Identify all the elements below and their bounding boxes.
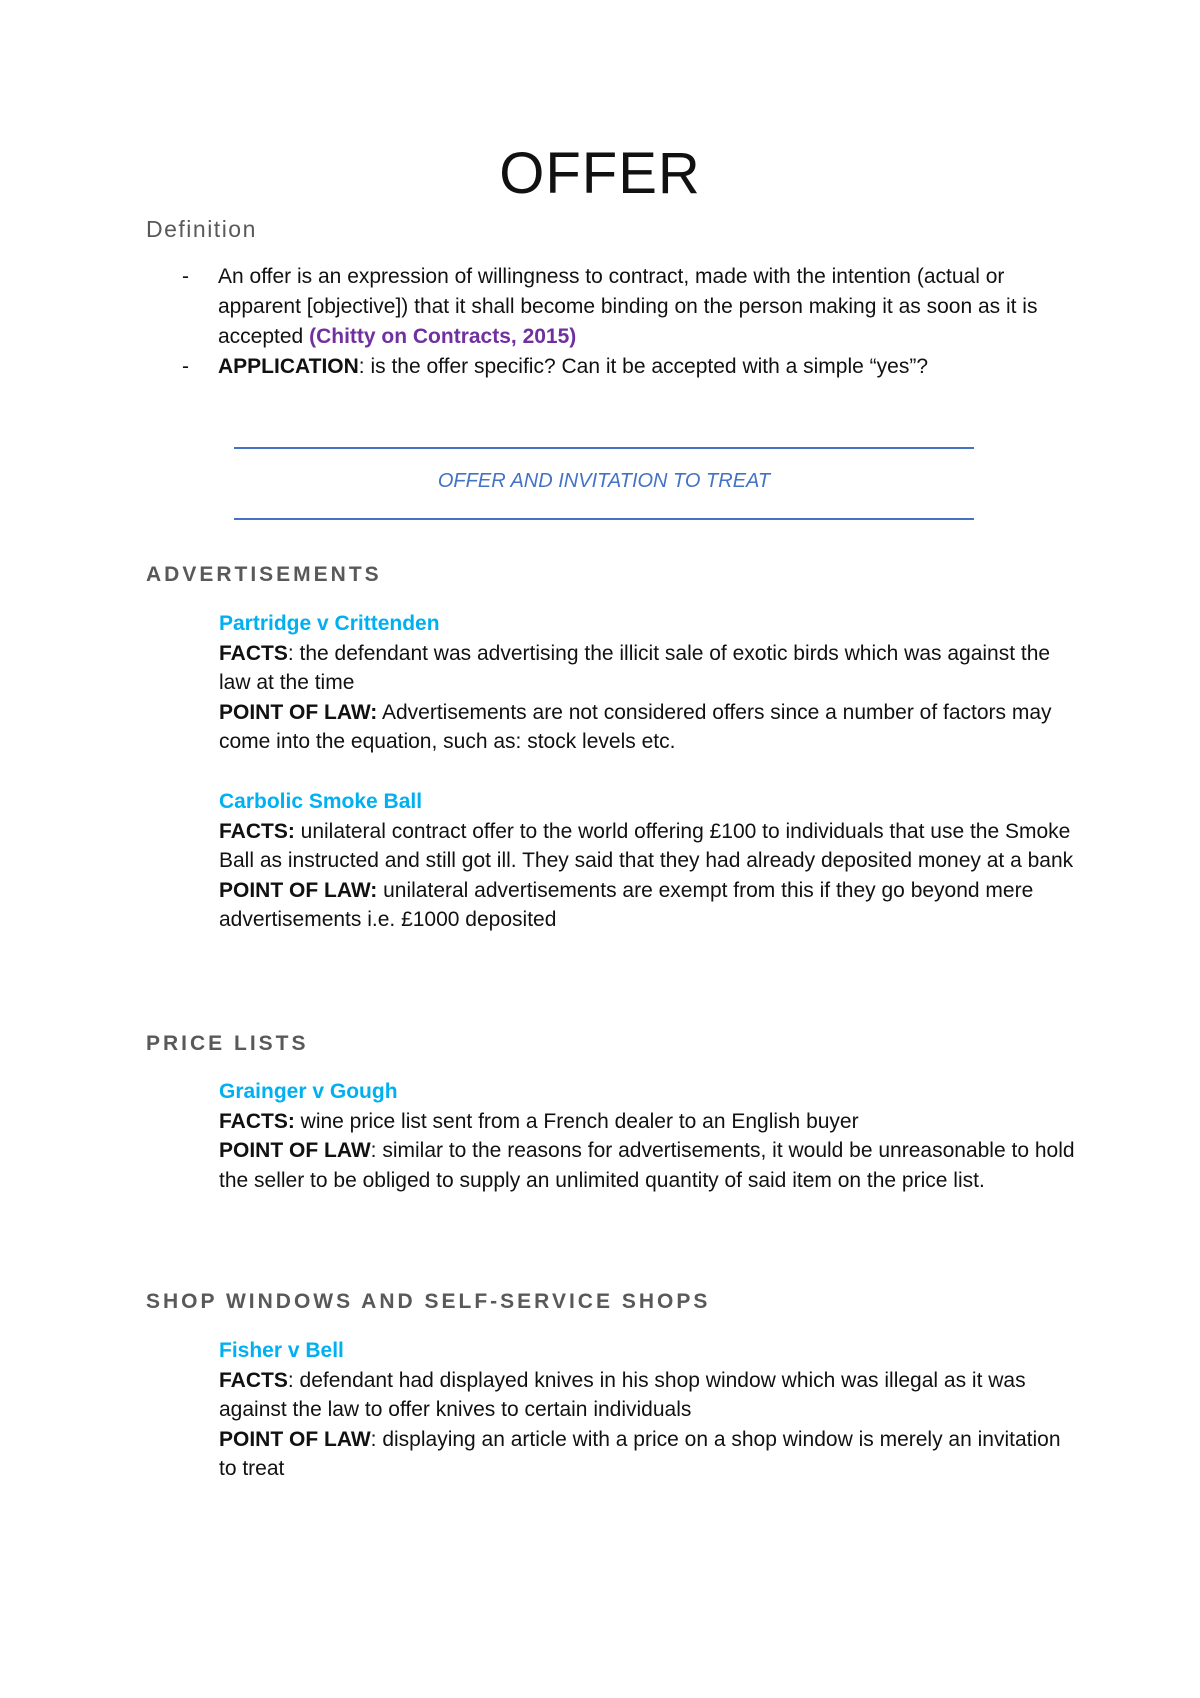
law-label: POINT OF LAW xyxy=(219,1139,371,1162)
case-facts xyxy=(219,639,1079,698)
section-heading-price-lists: PRICE LISTS xyxy=(146,1032,309,1055)
case-point-of-law xyxy=(219,1136,1079,1195)
facts-label: FACTS: xyxy=(219,1109,295,1133)
definition-list xyxy=(182,262,1072,382)
intense-quote: OFFER AND INVITATION TO TREAT xyxy=(437,470,771,492)
facts-text: : the defendant was advertising the illicit sale of exotic birds which was against the law at the time xyxy=(219,641,1051,694)
facts-label: FACTS xyxy=(219,1368,288,1392)
bullet-dash: - xyxy=(182,265,189,288)
law-text: Advertisements are not considered offers since a number of factors may come into the equation, such as: stock levels etc. xyxy=(219,700,1052,753)
section-heading-shop-windows: SHOP WINDOWS AND SELF-SERVICE SHOPS xyxy=(146,1290,711,1313)
bullet-dash: - xyxy=(182,355,189,378)
case-point-of-law xyxy=(219,876,1079,935)
law-text: unilateral advertisements are exempt from this if they go beyond mere advertisements i.e. £1000 deposited xyxy=(219,878,1034,931)
page-title: OFFER xyxy=(499,141,701,206)
facts-text: wine price list sent from a French dealer to an English buyer xyxy=(294,1109,859,1133)
facts-label: FACTS: xyxy=(219,819,295,843)
law-text: : displaying an article with a price on a shop window is merely an invitation to treat xyxy=(219,1427,1061,1480)
case-partridge-v-crittenden xyxy=(219,609,1079,757)
application-text: : is the offer specific? Can it be accepted with a simple “yes”? xyxy=(358,355,928,378)
application-label: APPLICATION xyxy=(218,355,359,378)
facts-text: : defendant had displayed knives in his shop window which was illegal as it was against the law to offer knives to certain individuals xyxy=(219,1368,1026,1421)
law-text: : similar to the reasons for advertisements, it would be unreasonable to hold the seller to be obliged to supply an unlimited quantity of said item on the price list. xyxy=(219,1139,1075,1192)
case-carbolic-smoke-ball xyxy=(219,787,1079,935)
definition-heading: Definition xyxy=(146,216,257,242)
case-name: Grainger v Gough xyxy=(219,1080,398,1103)
case-facts xyxy=(219,817,1079,876)
case-name: Fisher v Bell xyxy=(219,1339,344,1362)
law-label: POINT OF LAW: xyxy=(219,878,378,902)
definition-text: An offer is an expression of willingness to contract, made with the intention (actual or apparent [objective]) that it shall become binding on the person making it as soon as it is accepted xyxy=(218,265,1038,348)
section-heading-advertisements: ADVERTISEMENTS xyxy=(146,563,382,586)
quote-top-rule xyxy=(234,447,974,449)
facts-text: unilateral contract offer to the world offering £100 to individuals that use the Smoke Ball as instructed and still got ill. They said that they had already deposited money at a bank xyxy=(219,819,1074,872)
law-label: POINT OF LAW: xyxy=(219,700,378,724)
law-label: POINT OF LAW xyxy=(219,1427,371,1451)
definition-bullet xyxy=(182,262,1072,352)
case-facts xyxy=(219,1366,1079,1425)
case-fisher-v-bell xyxy=(219,1336,1079,1484)
citation: (Chitty on Contracts, 2015) xyxy=(309,325,577,348)
case-facts xyxy=(219,1107,1079,1137)
case-point-of-law xyxy=(219,1425,1079,1484)
facts-label: FACTS xyxy=(219,641,288,665)
application-bullet xyxy=(182,352,1072,382)
quote-bottom-rule xyxy=(234,518,974,520)
case-name: Carbolic Smoke Ball xyxy=(219,790,423,813)
case-grainger-v-gough xyxy=(219,1077,1079,1195)
case-name: Partridge v Crittenden xyxy=(219,612,440,635)
case-point-of-law xyxy=(219,698,1079,757)
